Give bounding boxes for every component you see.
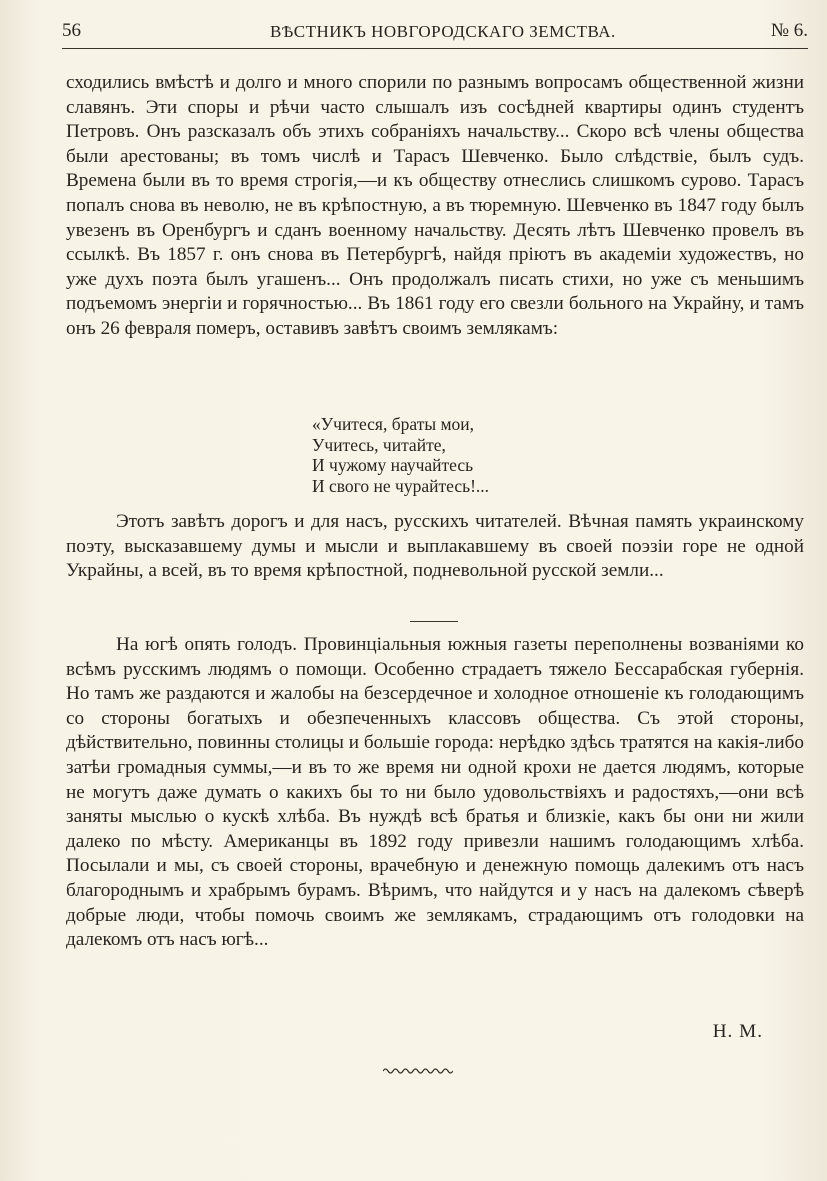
poem-line: «Учитеся, браты мои, [312,414,475,434]
poem-line: И чужому научайтесь [312,455,474,475]
poem-quote [312,414,489,496]
page-number: 56 [62,20,81,41]
poem-line: Учитесь, читайте, [312,434,446,455]
journal-title: ВѢСТНИКЪ НОВГОРОДСКАГО ЗЕМСТВА. [270,22,616,41]
paragraph-3 [66,633,804,953]
paragraph-3-text: На югѣ опять голодъ. Провинціальныя южныя газеты переполнены возваніями ко всѣмъ русскимъ людямъ о помощи. Особенно страдаетъ тяжело Бессарабская губернія. Но тамъ же раздаются и жалобы на безсердечное и холодное отношеніе къ голодающимъ со стороны богатыхъ и обезпеченныхъ классовъ общества. Съ этой стороны, дѣйствительно, повинны столицы и большіе города: нерѣдко здѣсь тратятся на какія-либо затѣи громадныя суммы,—и въ то же время ни одной крохи не дается людямъ, которые не могутъ даже думать о какихъ бы то ни было удовольствіяхъ и радостяхъ,—они всѣ заняты мыслью о кускѣ хлѣба. Въ нуждѣ всѣ братья и близкіе, какъ бы они ни жили далеко по мѣсту. Американцы въ 1892 году привезли нашимъ голодающимъ хлѣба. Посылали и мы, съ своей стороны, врачебную и денежную помощь далекимъ отъ насъ благороднымъ и храбрымъ бурамъ. Вѣримъ, что найдутся и у насъ на далекомъ сѣверѣ добрые люди, чтобы помочь своимъ же землякамъ, страдающимъ отъ голодовки на далекомъ отъ насъ югѣ... [66,634,804,951]
wavy-ornament [383,1066,453,1076]
page-header [62,18,808,48]
paragraph-2-text: Этотъ завѣтъ дорогъ и для насъ, русскихъ читателей. Вѣчная память украинскому поэту, высказавшему думы и мысли и выплакавшему въ своей поэзіи горе не одной Украйны, а всей, въ то время крѣпостной, подневольной русской земли... [66,511,804,582]
section-separator [410,621,458,622]
author-signature: Н. М. [712,1021,763,1042]
issue-number: № 6. [770,20,808,41]
header-rule [62,48,808,49]
paragraph-1 [66,71,804,342]
poem-line: И свого не чурайтесь!... [312,475,490,496]
paragraph-1-text: сходились вмѣстѣ и долго и много спорили по разнымъ вопросамъ общественной жизни славянъ. Эти споры и рѣчи часто слышалъ изъ сосѣдней квартиры одинъ студентъ Петровъ. Онъ разсказалъ объ этихъ собраніяхъ начальству... Скоро всѣ члены общества были арестованы; въ томъ числѣ и Тарасъ Шевченко. Было слѣдствіе, былъ судъ. Времена были въ то время строгія,—и къ обществу отнеслись слишкомъ сурово. Тарасъ попалъ снова въ неволю, не въ крѣпостную, а въ тюремную. Шевченко въ 1847 году былъ увезенъ въ Оренбургъ и сданъ военному начальству. Десять лѣтъ Шевченко провелъ въ ссылкѣ. Въ 1857 г. онъ снова въ Петербургѣ, найдя пріютъ въ академіи художествъ, но уже духъ поэта былъ угашенъ... Онъ продолжалъ писать стихи, но уже съ меньшимъ подъемомъ энергіи и горячностью... Въ 1861 году его свезли больного на Украйну, и тамъ онъ 26 февраля померъ, оставивъ завѣтъ своимъ землякамъ: [66,72,804,339]
paragraph-2 [66,510,804,584]
